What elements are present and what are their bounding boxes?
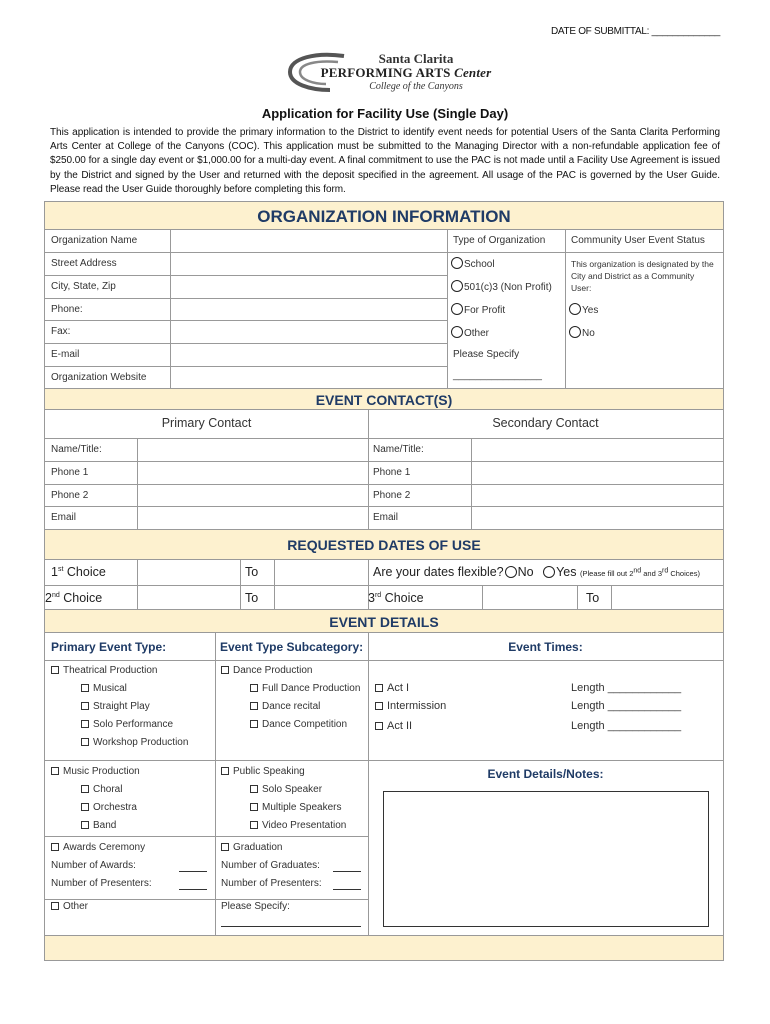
checkbox-graduation[interactable]: Graduation [221, 842, 282, 853]
primary-contact-heading: Primary Contact [161, 416, 252, 430]
details-section-heading: EVENT DETAILS [45, 609, 723, 633]
contacts-section-heading: EVENT CONTACT(S) [45, 388, 723, 410]
primary-email-field[interactable] [138, 507, 368, 529]
logo-line-pac: PERFORMING ARTS Center [320, 65, 492, 80]
second-choice-start-field[interactable] [138, 586, 240, 609]
org-type-school[interactable]: School [451, 257, 495, 270]
event-times-heading: Event Times: [508, 640, 583, 654]
checkbox-icon [81, 785, 89, 793]
checkbox-icon [81, 720, 89, 728]
secondary-phone1-field[interactable] [472, 462, 723, 484]
checkbox-icon [250, 684, 258, 692]
num-graduates-field[interactable] [333, 871, 361, 872]
org-type-other[interactable]: Other [451, 326, 489, 339]
pac-logo [286, 50, 496, 94]
second-choice-end-field[interactable] [275, 586, 368, 609]
num-graduates-label: Number of Graduates: [221, 860, 320, 871]
checkbox-icon [81, 738, 89, 746]
second-choice-to-label: To [245, 591, 259, 605]
secondary-email-field[interactable] [472, 507, 723, 529]
primary-name-field[interactable] [138, 439, 368, 461]
date-of-submittal: DATE OF SUBMITTAL: _____________ [550, 26, 720, 37]
org-type-heading: Type of Organization [453, 235, 546, 246]
checkbox-icon [375, 722, 383, 730]
first-choice-start-field[interactable] [138, 561, 240, 585]
primary-phone2-field[interactable] [138, 485, 368, 506]
email-label: E-mail [51, 349, 80, 360]
org-website-label: Organization Website [51, 372, 147, 383]
bottom-band [45, 935, 723, 961]
flexible-yes-note: (Please fill out 2nd and 3rd Choices) [580, 567, 700, 578]
checkbox-icon [51, 767, 59, 775]
checkbox-icon [51, 666, 59, 674]
num-awards-field[interactable] [179, 871, 207, 872]
logo-line-coc: College of the Canyons [369, 81, 463, 92]
email-field[interactable] [171, 344, 447, 366]
other-specify-label: Please Specify: [221, 901, 290, 912]
checkbox-icon [250, 803, 258, 811]
checkbox-icon [250, 785, 258, 793]
primary-email-label: Email [51, 512, 77, 523]
radio-circle-icon[interactable] [505, 566, 517, 578]
secondary-email-label: Email [373, 512, 399, 523]
city-state-zip-label: City, State, Zip [51, 281, 116, 292]
checkbox-orchestra[interactable]: Orchestra [81, 802, 137, 813]
fax-label: Fax: [51, 326, 71, 337]
radio-circle-icon [569, 303, 581, 315]
radio-circle-icon [451, 326, 463, 338]
third-choice-start-field[interactable] [483, 586, 577, 609]
secondary-phone2-field[interactable] [472, 485, 723, 506]
event-subcategory-heading: Event Type Subcategory: [220, 640, 364, 654]
fax-field[interactable] [171, 321, 447, 343]
form-title: Application for Facility Use (Single Day) [261, 106, 509, 121]
checkbox-icon [250, 702, 258, 710]
dates-section-heading: REQUESTED DATES OF USE [45, 529, 723, 560]
checkbox-icon [81, 684, 89, 692]
length-act-2[interactable]: Length ____________ [571, 720, 682, 732]
city-state-zip-field[interactable] [171, 276, 447, 298]
event-notes-heading: Event Details/Notes: [487, 767, 604, 781]
phone-field[interactable] [171, 299, 447, 320]
primary-phone1-field[interactable] [138, 462, 368, 484]
checkbox-act-2[interactable]: Act II [375, 720, 412, 732]
grad-presenters-field[interactable] [333, 889, 361, 890]
first-choice-to-label: To [245, 565, 259, 579]
radio-circle-icon [451, 280, 463, 292]
logo-line-santa-clarita: Santa Clarita [378, 51, 454, 66]
org-type-forprofit[interactable]: For Profit [451, 303, 505, 316]
checkbox-choral[interactable]: Choral [81, 784, 122, 795]
street-address-label: Street Address [51, 258, 117, 269]
checkbox-other[interactable]: Other [51, 901, 88, 912]
checkbox-icon [375, 702, 383, 710]
flexible-yes-label: Yes [556, 565, 577, 579]
num-awards-label: Number of Awards: [51, 860, 136, 871]
checkbox-solo-performance[interactable]: Solo Performance [81, 719, 173, 730]
org-name-label: Organization Name [51, 235, 138, 246]
second-choice-label: 2nd Choice [45, 591, 103, 605]
community-yes-radio[interactable]: Yes [569, 303, 598, 316]
radio-circle-icon [569, 326, 581, 338]
checkbox-full-dance[interactable]: Full Dance Production [250, 683, 360, 694]
checkbox-music[interactable]: Music Production [51, 766, 140, 777]
third-choice-to-label: To [586, 591, 600, 605]
checkbox-workshop-production[interactable]: Workshop Production [81, 737, 188, 748]
checkbox-icon [51, 902, 59, 910]
flexible-no-label: No [517, 565, 534, 579]
community-status-note: This organization is designated by the City and District as a Community User: [571, 259, 714, 293]
other-specify-field[interactable] [221, 926, 361, 927]
checkbox-straight-play[interactable]: Straight Play [81, 701, 150, 712]
checkbox-theatrical[interactable]: Theatrical Production [51, 665, 158, 676]
checkbox-video-presentation[interactable]: Video Presentation [250, 820, 346, 831]
checkbox-musical[interactable]: Musical [81, 683, 127, 694]
primary-event-type-heading: Primary Event Type: [51, 640, 167, 654]
length-intermission[interactable]: Length ____________ [571, 700, 682, 712]
num-presenters-label: Number of Presenters: [51, 878, 152, 889]
first-choice-end-field[interactable] [275, 561, 368, 585]
org-name-field[interactable] [171, 231, 447, 252]
community-no-radio[interactable]: No [569, 326, 595, 339]
checkbox-icon [81, 821, 89, 829]
org-website-field[interactable] [171, 367, 447, 388]
secondary-contact-heading: Secondary Contact [492, 416, 599, 430]
primary-phone1-label: Phone 1 [51, 467, 89, 478]
please-specify-label: Please Specify [453, 349, 520, 360]
dates-flexible-question: Are your dates flexible? No Yes (Please fill out 2nd and 3rd Choices) [373, 565, 700, 579]
checkbox-icon [221, 666, 229, 674]
checkbox-awards[interactable]: Awards Ceremony [51, 842, 145, 853]
radio-circle-icon [451, 257, 463, 269]
checkbox-icon [81, 803, 89, 811]
primary-name-label: Name/Title: [51, 444, 102, 455]
intro-paragraph: This application is intended to provide the primary information to the District to identify event needs for potential Users of the Santa Clarita Performing Arts Center at College of the Canyons (COC). This application must be submitted to the Managing Director with a non-refundable application fee of $250.00 for a single day event or $1,000.00 for a multi-day event. A final commitment to use the PAC is not made until a Facility Use Agreement is issued by the District and signed by the User and returned with the deposit specified in the agreement. All usage of the PAC is governed by the User Guide. Please read the User Guide thoroughly before completing this form. [50, 127, 720, 195]
radio-circle-icon[interactable] [543, 566, 555, 578]
street-address-field[interactable] [171, 253, 447, 275]
checkbox-icon [250, 720, 258, 728]
event-notes-textarea[interactable] [383, 791, 709, 927]
checkbox-icon [81, 702, 89, 710]
application-form [44, 201, 724, 961]
please-specify-field[interactable]: ________________ [453, 370, 542, 381]
org-type-nonprofit[interactable]: 501(c)3 (Non Profit) [451, 280, 552, 293]
num-presenters-field[interactable] [179, 889, 207, 890]
primary-phone2-label: Phone 2 [51, 490, 89, 501]
checkbox-dance-recital[interactable]: Dance recital [250, 701, 320, 712]
org-section-heading: ORGANIZATION INFORMATION [45, 201, 723, 230]
checkbox-icon [221, 843, 229, 851]
checkbox-act-1[interactable]: Act I [375, 682, 409, 694]
checkbox-intermission[interactable]: Intermission [375, 700, 446, 712]
radio-circle-icon [451, 303, 463, 315]
secondary-phone2-label: Phone 2 [373, 490, 411, 501]
checkbox-icon [250, 821, 258, 829]
checkbox-icon [375, 684, 383, 692]
checkbox-icon [51, 843, 59, 851]
checkbox-multiple-speakers[interactable]: Multiple Speakers [250, 802, 341, 813]
grad-presenters-label: Number of Presenters: [221, 878, 322, 889]
checkbox-public-speaking[interactable]: Public Speaking [221, 766, 305, 777]
checkbox-icon [221, 767, 229, 775]
checkbox-dance[interactable]: Dance Production [221, 665, 313, 676]
third-choice-label: 3rd Choice [368, 591, 424, 605]
secondary-name-field[interactable] [472, 439, 723, 461]
secondary-phone1-label: Phone 1 [373, 467, 411, 478]
secondary-name-label: Name/Title: [373, 444, 424, 455]
checkbox-band[interactable]: Band [81, 820, 116, 831]
length-act-1[interactable]: Length ____________ [571, 682, 682, 694]
first-choice-label: 1st Choice [51, 565, 106, 579]
phone-label: Phone: [51, 304, 83, 315]
checkbox-solo-speaker[interactable]: Solo Speaker [250, 784, 322, 795]
third-choice-end-field[interactable] [612, 586, 723, 609]
community-status-heading: Community User Event Status [571, 235, 705, 246]
checkbox-dance-competition[interactable]: Dance Competition [250, 719, 347, 730]
